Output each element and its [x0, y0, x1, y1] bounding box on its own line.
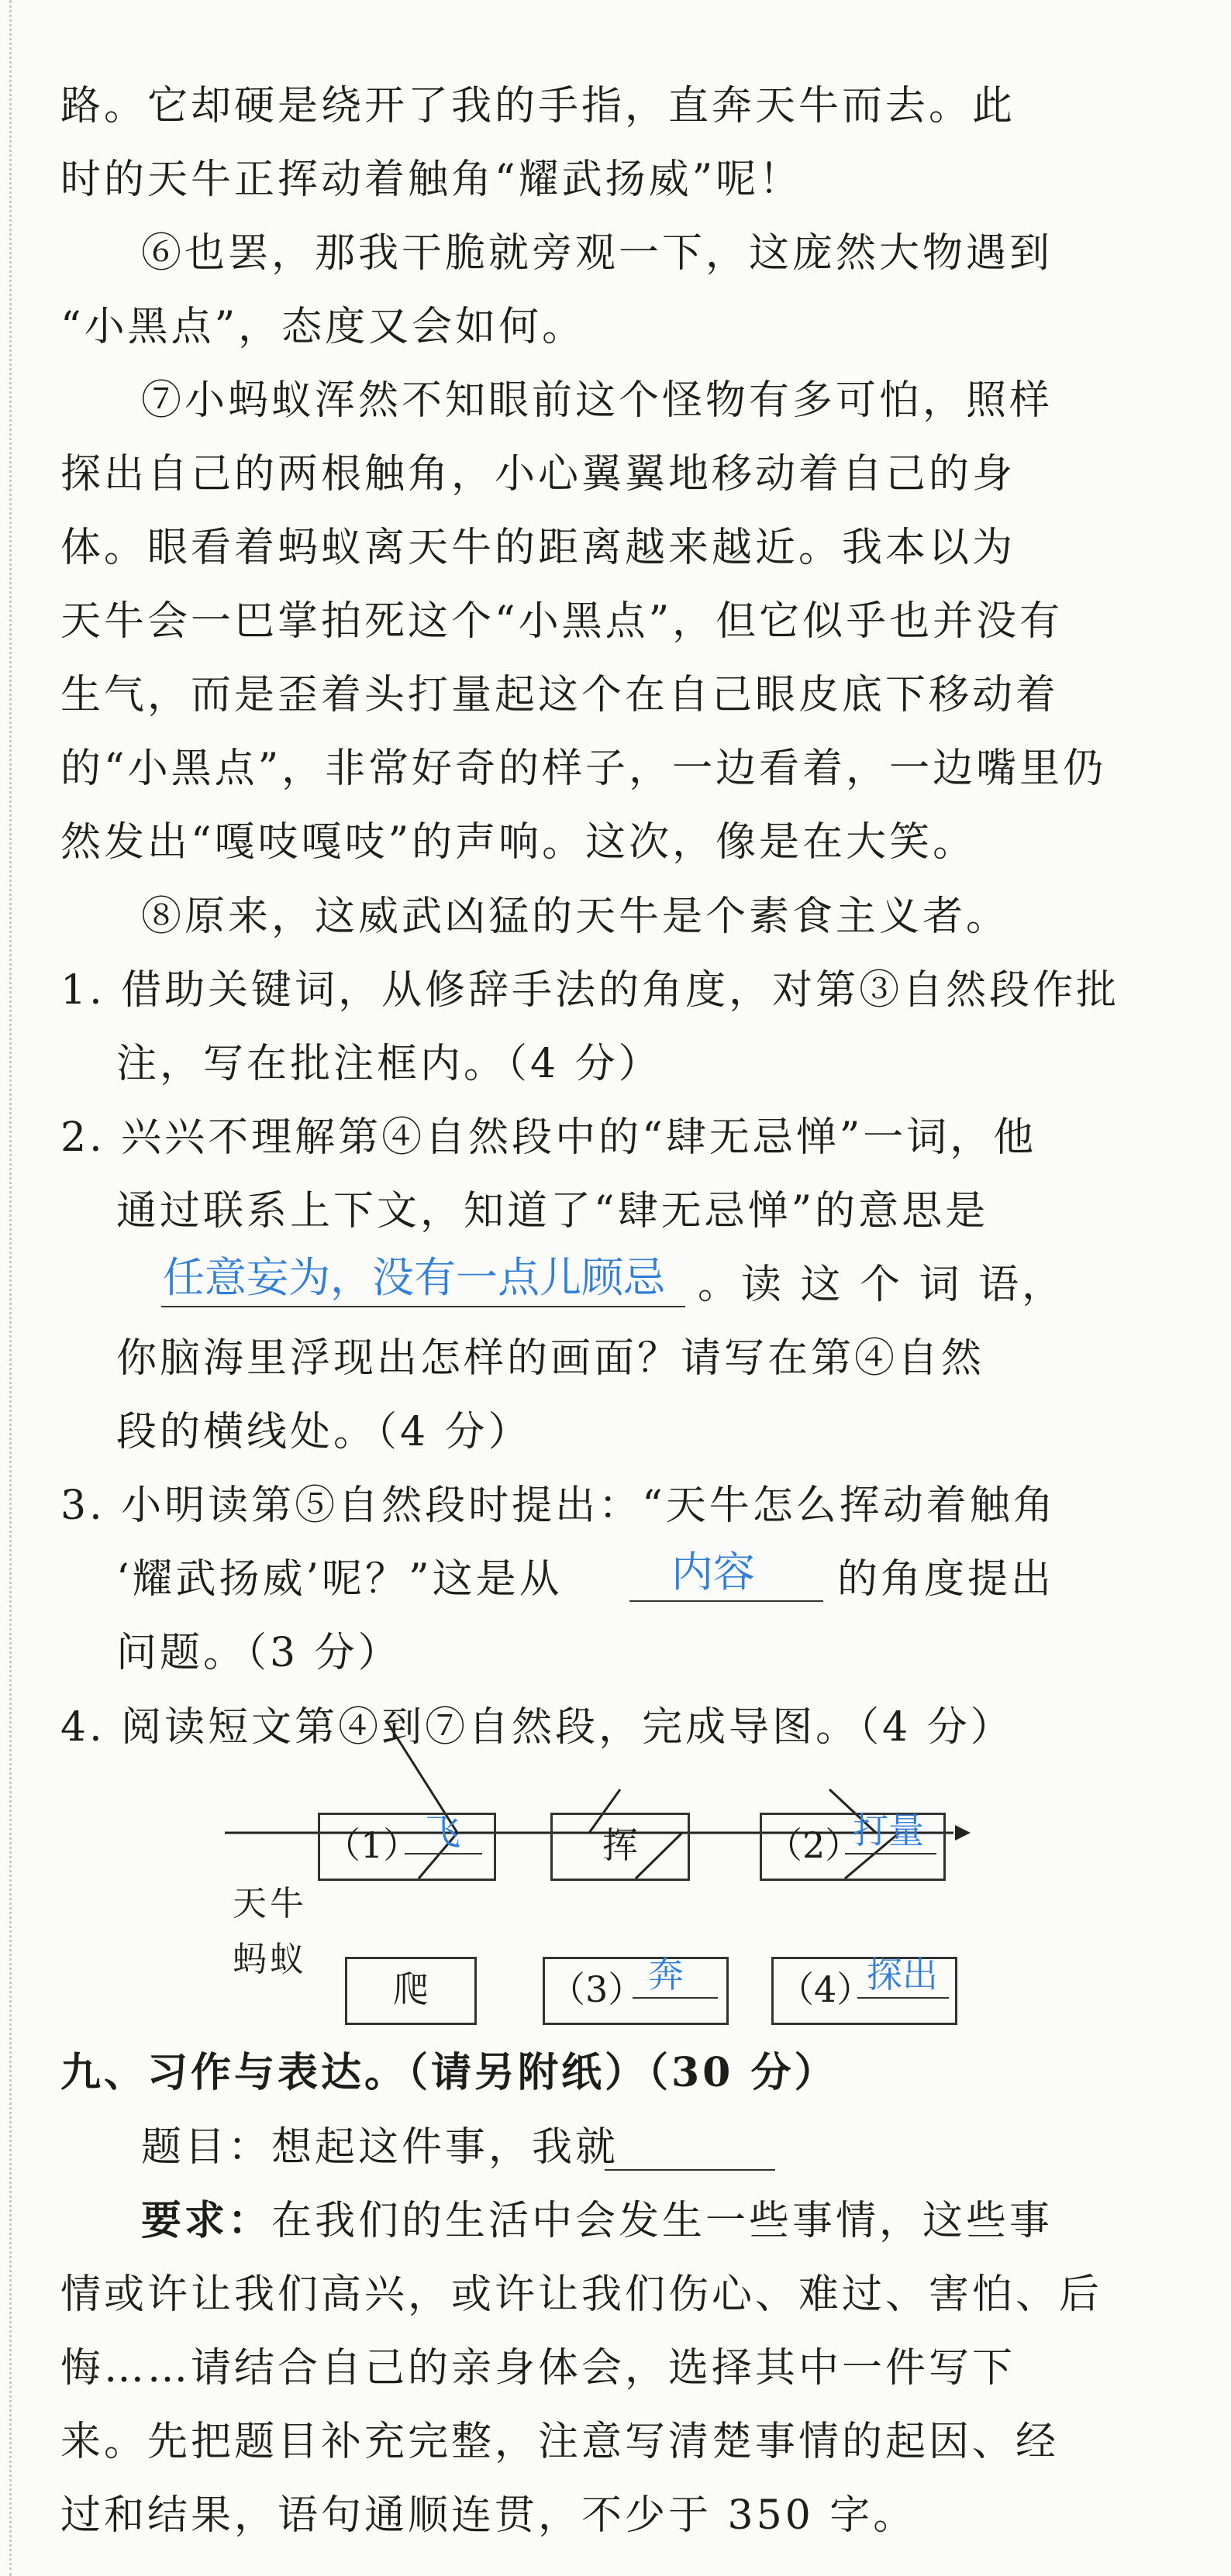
answer-underline: [857, 1997, 949, 1999]
passage-line: 天牛会一巴掌拍死这个“小黑点”，但它似乎也并没有: [60, 598, 1064, 646]
margin-dotted-line: [9, 0, 12, 2576]
box-text: 挥: [602, 1824, 638, 1867]
question-line: 3. 小明读第⑤自然段时提出：“天牛怎么挥动着触角: [60, 1483, 1057, 1530]
answer-q3: 内容: [671, 1547, 755, 1596]
answer-box-4: 探出: [867, 1954, 938, 1996]
passage-line: ⑥也罢，那我干脆就旁观一下，这庞然大物遇到: [141, 229, 1053, 277]
requirements-line: 悔……请结合自己的亲身体会，选择其中一件写下: [60, 2344, 1016, 2392]
requirements-line: 来。先把题目补充完整，注意写清楚事情的起因、经: [60, 2418, 1060, 2465]
arrow-head: [955, 1825, 971, 1841]
question-line: ‘耀武扬威’呢？”这是从: [116, 1556, 563, 1603]
passage-line: 时的天牛正挥动着触角“耀武扬威”呢！: [60, 156, 803, 203]
question-line: 段的横线处。（4 分）: [116, 1409, 532, 1456]
box-label: （1）: [325, 1824, 419, 1867]
question-line: 注，写在批注框内。（4 分）: [116, 1040, 662, 1087]
question-line: 你脑海里浮现出怎样的画面？请写在第④自然: [116, 1335, 985, 1383]
passage-line: 生气，而是歪着头打量起这个在自己眼皮底下移动着: [60, 672, 1060, 719]
diagram-box-3: [543, 1957, 729, 2025]
passage-line: ⑧原来，这威武凶猛的天牛是个素食主义者。: [141, 893, 1010, 940]
diagram-box-1: [318, 1813, 496, 1881]
requirements-line: [141, 2196, 1053, 2246]
answer-underline: [845, 1853, 936, 1855]
passage-line: 路。它却硬是绕开了我的手指，直奔天牛而去。此: [60, 82, 1016, 129]
passage-line: 体。眼看着蚂蚁离天牛的距离越来越近。我本以为: [60, 525, 1016, 572]
answer-q2: 任意妄为，没有一点儿顾忌: [163, 1252, 665, 1302]
question-line: 。读 这 个 词 语，: [698, 1262, 1066, 1309]
fishbone-diagram: [0, 1689, 1231, 1921]
box-text: 爬: [393, 1968, 429, 2010]
question-line: 通过联系上下文，知道了“肆无忌惮”的意思是: [116, 1187, 989, 1235]
label-mayi: 蚂蚁: [233, 1940, 307, 1980]
passage-line: ⑦小蚂蚁浑然不知眼前这个怪物有多可怕，照样: [141, 377, 1053, 424]
answer-underline: [405, 1853, 482, 1855]
essay-title-prompt: 题目：想起这件事，我就: [141, 2123, 619, 2171]
question-line: 的角度提出: [837, 1556, 1055, 1603]
section-heading: 九、习作与表达。（请另附纸）（30 分）: [60, 2049, 838, 2097]
requirements-label: 要求：: [141, 2196, 272, 2244]
requirements-text: 在我们的生活中会发生一些事情，这些事: [271, 2197, 1053, 2244]
diagram-box-hui: [550, 1813, 690, 1881]
passage-line: 的“小黑点”，非常好奇的样子，一边看着，一边嘴里仍: [60, 746, 1107, 793]
requirements-line: 过和结果，语句通顺连贯，不少于 350 字。: [60, 2492, 917, 2539]
question-line: 1. 借助关键词，从修辞手法的角度，对第③自然段作批: [60, 966, 1120, 1014]
answer-underline: [161, 1306, 685, 1307]
answer-underline: [629, 1600, 823, 1602]
answer-box-3: 奔: [648, 1954, 684, 1996]
passage-line: 然发出“嘎吱嘎吱”的声响。这次，像是在大笑。: [60, 819, 977, 866]
label-tianniu: 天牛: [233, 1883, 307, 1923]
requirements-line: 情或许让我们高兴，或许让我们伤心、难过、害怕、后: [60, 2271, 1103, 2318]
question-line: 4. 阅读短文第④到⑦自然段，完成导图。（4 分）: [60, 1703, 1014, 1751]
passage-line: “小黑点”，态度又会如何。: [60, 303, 586, 350]
box-label: （4）: [778, 1968, 873, 2010]
title-blank: [605, 2169, 775, 2171]
question-line: 问题。（3 分）: [116, 1630, 402, 1677]
question-line: 2. 兴兴不理解第④自然段中的“肆无忌惮”一词，他: [60, 1114, 1037, 1161]
answer-box-1: 飞: [425, 1810, 460, 1853]
box-label: （3）: [550, 1968, 644, 2010]
answer-box-2: 打量: [853, 1809, 924, 1851]
box-label: （2）: [767, 1824, 861, 1867]
passage-line: 探出自己的两根触角，小心翼翼地移动着自己的身: [60, 451, 1016, 498]
diagram-box-pa: [345, 1957, 477, 2025]
answer-underline: [633, 1997, 718, 1999]
